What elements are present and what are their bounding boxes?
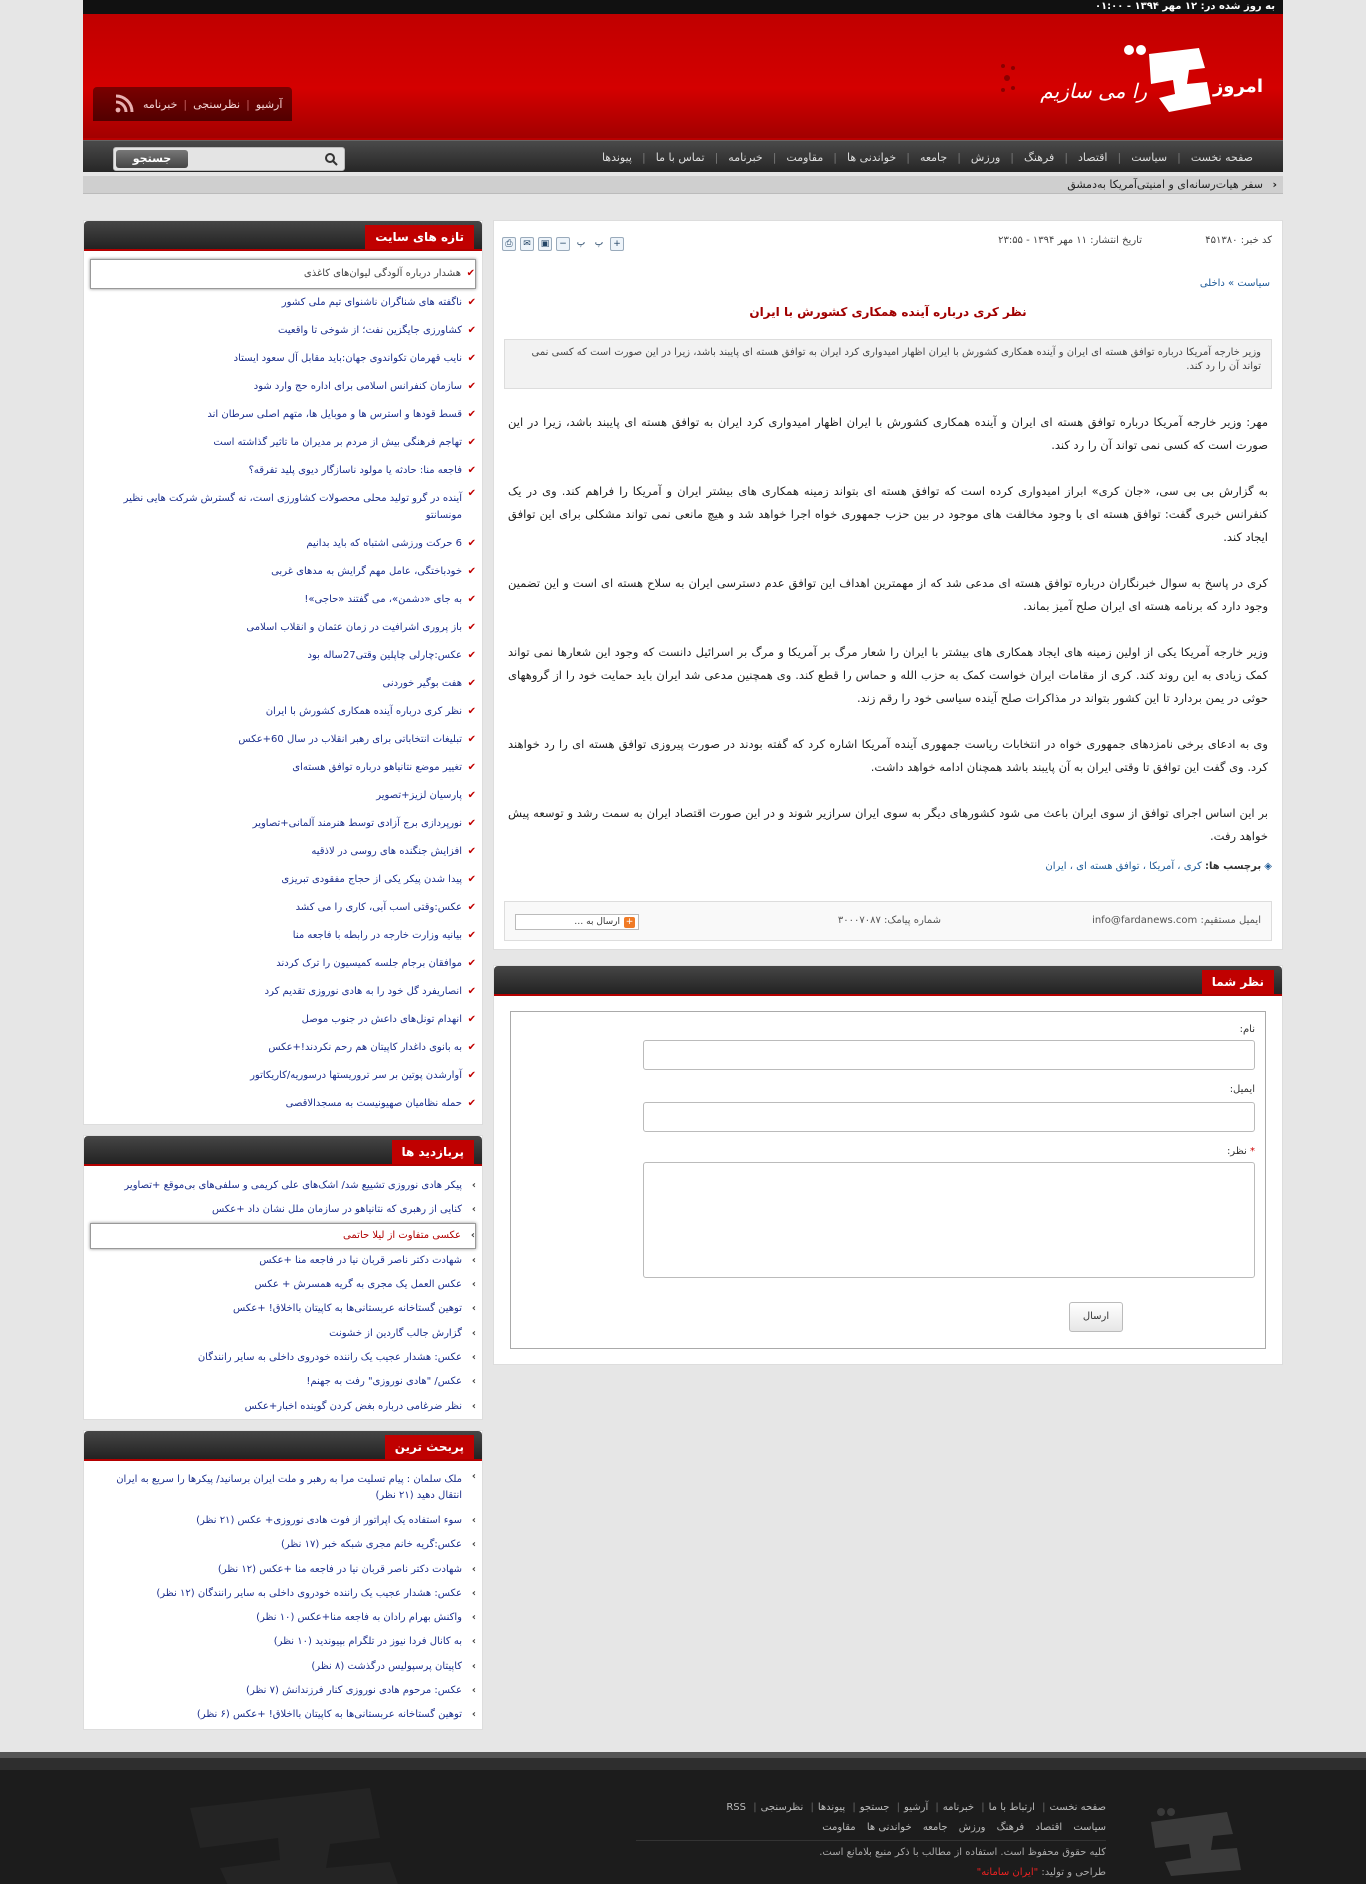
designer-credit: طراحی و تولید: "ایران سامانه"	[976, 1867, 1106, 1878]
list-item[interactable]: ✔ حمله نظامیان صهیونیست به مسجدالاقصی	[285, 1098, 476, 1109]
footer-link[interactable]: RSS	[726, 1802, 747, 1813]
list-item[interactable]: › عکس:گریه خانم مجری شبکه خبر (۱۷ نظر)	[281, 1539, 476, 1551]
panel-header	[494, 966, 1282, 996]
list-item[interactable]: › پیکر هادی نوروزی تشییع شد/ اشک‌های علی کریمی و سلفی‌های بی‌موقع +تصاویر	[124, 1180, 476, 1191]
comment-label: * نظر:	[1226, 1146, 1255, 1157]
list-item[interactable]: ✔ نورپردازی برج آزادی توسط هنرمند آلمانی+تصاویر	[252, 818, 476, 829]
comment-form	[510, 1011, 1266, 1349]
list-item[interactable]: ✔ خودباختگی، عامل مهم گرایش به مدهای غربی	[271, 566, 476, 577]
print-icon[interactable]: ⎙	[502, 237, 516, 251]
panel-header	[84, 1431, 482, 1461]
list-item[interactable]: ✔ به جای «دشمن»، می گفتند «حاجی»!	[304, 594, 476, 605]
nav-economy[interactable]: اقتصاد	[1078, 150, 1108, 164]
footer-link[interactable]: صفحه نخست	[1049, 1802, 1106, 1813]
footer-links	[636, 1798, 1106, 1838]
email-link[interactable]: info@fardanews.com	[1092, 915, 1198, 926]
nav-sports[interactable]: ورزش	[970, 150, 1001, 164]
copyright-text: کلیه حقوق محفوظ است. استفاده از مطالب با ذکر منبع بلامانع است.	[819, 1847, 1106, 1858]
list-item[interactable]: › عکس العمل یک مجری به گریه همسرش + عکس	[254, 1279, 476, 1291]
list-item[interactable]: ✔ پارسیان لزیز+تصویر	[376, 790, 476, 801]
list-item[interactable]: › توهین گستاخانه عربستانی‌ها به کاپیتان بااخلاق! +عکس (۶ نظر)	[196, 1709, 476, 1721]
list-item[interactable]: › عکسی متفاوت از لیلا حاتمی	[90, 1223, 476, 1249]
list-item[interactable]: ✔ تهاجم فرهنگی بیش از مردم بر مدیران ما تاثیر گذاشته است	[213, 437, 476, 448]
list-item[interactable]: › سوء استفاده یک اپراتور از فوت هادی نوروزی+ عکس (۲۱ نظر)	[196, 1515, 476, 1526]
direct-email: ایمیل مستقیم: info@fardanews.com	[1092, 915, 1261, 926]
article-paragraph: وزیر خارجه آمریکا یکی از اولین زمینه های ایجاد همکاری های بیشتر با ایران را شعار مرگ بر آمریکا و مرگ بر اسرائیل دانست که وجود این شعارها نمی تواند کمک زیادی به این روند کند. کری از مقامات ایران خواست کمک به حزب الله و حماس را قطع کند. وی همچنین مدعی شد ایران باید حمایت خود را از گروههای حوثی در یمن بردارد تا این کشور بتواند در مذاکرات صلح آینده سیاسی خود را رقم زند.	[508, 645, 1268, 705]
designer-link[interactable]: "ایران سامانه"	[976, 1867, 1039, 1878]
site-footer	[0, 1752, 1366, 1884]
list-item[interactable]: ✔ ناگفته های شناگران ناشنوای تیم ملی کشور	[281, 297, 476, 308]
footer-logo[interactable]	[1141, 1798, 1261, 1878]
nav-newsletter[interactable]: خبرنامه	[728, 150, 763, 164]
most-discussed-list	[90, 1469, 476, 1728]
footer-link[interactable]: سیاست	[1073, 1822, 1106, 1833]
logo-tagline: را می سازیم	[1040, 79, 1147, 103]
toplink-archive[interactable]: آرشیو	[255, 97, 283, 111]
font-decrease-icon[interactable]: −	[556, 237, 570, 251]
toplink-poll[interactable]: نظرسنجی	[193, 97, 241, 111]
list-item[interactable]: ✔ پیدا شدن پیکر یکی از حجاج مفقودی تبریزی	[281, 874, 476, 885]
article-body	[508, 411, 1268, 871]
page-wrapper	[83, 0, 1283, 1740]
article-lead: وزیر خارجه آمریکا درباره توافق هسته ای ایران و آینده همکاری کشورش با ایران اظهار امیدواری کرد ایران به توافق هسته ای پایبند باشد، زیرا در این صورت است که کسی نمی تواند آن را رد کند.	[504, 339, 1272, 389]
list-item[interactable]: ✔ عکس:وقتی اسب آبی، کاری را می کشد	[295, 902, 476, 913]
toplink-newsletter[interactable]: خبرنامه	[143, 97, 178, 111]
site-header	[83, 14, 1283, 140]
list-item[interactable]: › گزارش جالب گاردین از خشونت	[329, 1327, 476, 1339]
news-ticker	[83, 176, 1283, 194]
comment-textarea[interactable]	[643, 1162, 1255, 1278]
breadcrumb[interactable]: سیاست » داخلی	[1199, 278, 1270, 289]
name-field[interactable]	[643, 1040, 1255, 1070]
font-size-icon[interactable]: پ	[576, 238, 586, 248]
list-item[interactable]: › عکس/ "هادی نوروزی" رفت به جهنم!	[306, 1376, 476, 1388]
list-item[interactable]: ✔ 6 حرکت ورزشی اشتباه که باید بدانیم	[306, 538, 476, 549]
footer-copyright	[636, 1840, 1106, 1883]
footer-link[interactable]: فرهنگ	[996, 1822, 1025, 1833]
nav-resistance[interactable]: مقاومت	[786, 150, 824, 164]
ticker-item[interactable]: سفر هیات‌رسانه‌ای و امنیتی‌آمریکا به‌دمشق	[1067, 178, 1263, 191]
footer-link[interactable]: جامعه	[922, 1822, 948, 1833]
article-paragraph: به گزارش بی بی سی، «جان کری» ابراز امیدواری کرده است که توافق هسته ای بتواند زمینه همکاری های بیشتر ایران و آمریکا را فراهم کند. وی در یک کنفرانس خبری گفت: توافق هسته ای با وجود مخالفت های موجود در بین حزب جمهوری خواه اجرا خواهد شد و هیچ مانعی نمی تواند مشکلی برای این توافق ایجاد کند.	[508, 484, 1268, 544]
panel-header	[84, 1136, 482, 1166]
article-paragraph: وی به ادعای برخی نامزدهای جمهوری خواه در انتخابات ریاست جمهوری آینده آمریکا اشاره کرد که گفته بودند در صورت پیروزی توافق هسته ای را رد خواهند کرد. وی گفت این توافق تا وقتی ایران به آن پایبند باشد همچنان ادامه خواهد داشت.	[508, 737, 1268, 774]
footer-link[interactable]: ورزش	[958, 1822, 986, 1833]
nav-contact[interactable]: تماس با ما	[655, 150, 705, 164]
most-discussed-panel	[83, 1430, 483, 1730]
list-item[interactable]: ✔ به بانوی داغدار کاپیتان هم رحم نکردند!+عکس	[268, 1042, 476, 1053]
list-item[interactable]: › به کانال فردا نیوز در تلگرام بپیوندید (۱۰ نظر)	[273, 1636, 476, 1648]
site-logo[interactable]	[999, 28, 1269, 128]
article-tags: ◈ برچسب ها: کری ، آمریکا ، توافق هسته ای ، ایران	[1045, 861, 1272, 872]
tag-icon: ◈	[1264, 861, 1272, 872]
list-item[interactable]: › عکس: مرحوم هادی نوروزی کنار فرزندانش (۷ نظر)	[246, 1685, 476, 1697]
email-label: ایمیل:	[1229, 1084, 1255, 1095]
list-item[interactable]: › ملک سلمان : پیام تسلیت مرا به رهبر و ملت ایران برسانید/ پیکرها را سریع به ایران انتقال دهید (۲۱ نظر)	[116, 1471, 476, 1501]
panel-header	[84, 221, 482, 251]
list-item[interactable]: › کنایی از رهبری که نتانیاهو در سازمان ملل نشان داد +عکس	[212, 1204, 476, 1216]
footer-link[interactable]: خواندنی ها	[866, 1822, 912, 1833]
nav-links[interactable]: پیوندها	[601, 150, 632, 164]
chevron-left-icon[interactable]: ‹	[1272, 178, 1277, 191]
most-viewed-panel	[83, 1135, 483, 1420]
font-size-small-icon[interactable]: پ	[594, 238, 604, 248]
list-item[interactable]: › نظر ضرغامی درباره بغض کردن گوینده اخبار+عکس	[244, 1400, 476, 1412]
footer-link[interactable]: مقاومت	[822, 1822, 856, 1833]
latest-title: تازه های سایت	[365, 225, 474, 249]
list-item[interactable]: ✔ بیانیه وزارت خارجه در رابطه با فاجعه منا	[292, 930, 476, 941]
article-paragraph: کری در پاسخ به سوال خبرنگاران درباره توافق هسته ای مدعی شد که از مهمترین اهداف این توافق عدم دسترسی ایران به سلاح هسته ای است و این تضمین وجود دارد که برنامه هسته ای ایران صلح آمیز بماند.	[508, 576, 1268, 613]
list-item[interactable]: › توهین گستاخانه عربستانی‌ها به کاپیتان بااخلاق! +عکس	[232, 1303, 476, 1315]
list-item[interactable]: ✔ کشاورزی جایگزین نفت؛ از شوخی تا واقعیت	[278, 325, 476, 336]
search-icon[interactable]	[324, 152, 338, 166]
save-icon[interactable]: ▣	[538, 237, 552, 251]
list-item[interactable]: ✔ عکس:چارلی چاپلین وقتی27ساله بود	[307, 650, 476, 661]
popular-title: پربازدید ها	[392, 1140, 475, 1164]
list-item[interactable]: › واکنش بهرام رادان به فاجعه منا+عکس (۱۰ نظر)	[256, 1612, 476, 1624]
list-item[interactable]: ✔ هفت بوگیر خوردنی	[382, 678, 476, 689]
comment-panel	[493, 965, 1283, 1365]
nav-culture[interactable]: فرهنگ	[1024, 150, 1055, 164]
most-viewed-list	[90, 1174, 476, 1419]
logo-small-text: امروز	[1212, 76, 1263, 97]
logo-ornament	[1001, 64, 1015, 92]
comment-title: نظر شما	[1202, 970, 1274, 994]
footer-link[interactable]: اقتصاد	[1035, 1822, 1063, 1833]
list-item[interactable]: › عکس: هشدار عجیب یک راننده خودروی داخلی به سایر رانندگان	[197, 1352, 476, 1364]
footer-link[interactable]: پیوندها	[817, 1802, 846, 1813]
footer-links-row-2	[636, 1818, 1106, 1838]
list-item[interactable]: ✔ انصاریفرد گل خود را به هادی نوروزی تقدیم کرد	[264, 986, 476, 997]
list-item[interactable]: ✔ تبلیغات انتخاباتی برای رهبر انقلاب در سال 60+عکس	[238, 734, 476, 745]
footer-link[interactable]: آرشیو	[904, 1802, 929, 1813]
footer-watermark-logo	[170, 1778, 430, 1884]
list-item[interactable]: › شهادت دکتر ناصر قربان نیا در فاجعه منا +عکس	[259, 1254, 476, 1266]
footer-link[interactable]: ارتباط با ما	[988, 1802, 1035, 1813]
search-button[interactable]: جستجو	[116, 150, 188, 168]
list-item[interactable]: ✔ موافقان برجام جلسه کمیسیون را ترک کردند	[276, 958, 476, 969]
list-item[interactable]: ✔ آوارشدن پوتین بر سر تروریستها درسوریه/کاریکاتور	[250, 1070, 476, 1081]
email-field[interactable]	[643, 1102, 1255, 1132]
footer-link[interactable]: جستجو	[859, 1802, 890, 1813]
footer-link[interactable]: خبرنامه	[942, 1802, 975, 1813]
latest-news-panel	[83, 220, 483, 1125]
article-title: نظر کری درباره آینده همکاری کشورش با ایران	[749, 305, 1027, 319]
list-item[interactable]: › عکس: هشدار عجیب یک راننده خودروی داخلی به سایر رانندگان (۱۲ نظر)	[156, 1587, 476, 1599]
nav-society[interactable]: جامعه	[919, 150, 948, 164]
tag-links[interactable]: کری ، آمریکا ، توافق هسته ای ، ایران	[1045, 861, 1202, 872]
footer-top-bar	[0, 1758, 1366, 1770]
latest-news-list	[90, 259, 476, 1118]
list-item[interactable]: ✔ قسط قودها و استرس ها و موبایل ها، متهم اصلی سرطان اند	[207, 409, 476, 420]
article-paragraph: مهر: وزیر خارجه آمریکا درباره توافق هسته ای ایران و آینده همکاری کشورش با ایران اظهار امیدواری کرد ایران به توافق هسته ای پایبند باشد، زیرا در این صورت است که کسی نمی تواند آن را رد کند.	[508, 415, 1268, 452]
logo-brand: فردا	[1009, 48, 1011, 49]
nav-readings[interactable]: خواندنی ها	[846, 150, 897, 164]
submit-button[interactable]: ارسال	[1069, 1302, 1123, 1332]
list-item[interactable]: ✔ فاجعه منا: حادثه یا مولود ناسازگار دیوی پلید تفرقه؟	[248, 465, 476, 476]
font-increase-icon[interactable]: +	[610, 237, 624, 251]
plus-icon: +	[625, 917, 634, 927]
list-item[interactable]: ✔ هشدار درباره آلودگی لیوان‌های کاغذی	[90, 259, 476, 289]
list-item[interactable]: ✔ افزایش جنگنده های روسی در لاذقیه	[311, 846, 476, 857]
rss-icon[interactable]	[111, 91, 137, 117]
list-item[interactable]: ✔ باز پروری اشرافیت در زمان عثمان و انقلاب اسلامی	[246, 622, 476, 633]
article-paragraph: بر این اساس اجرای توافق از سوی ایران باعث می شود کشورهای دیگر به سوی ایران سرازیر شوند و در این صورت اقتصاد ایران به سمت رشد و توسعه پیش خواهد رفت.	[508, 806, 1268, 843]
update-bar	[83, 0, 1283, 14]
list-item[interactable]: ✔ تغییر موضع نتانیاهو درباره توافق هسته‌ای	[292, 762, 476, 773]
nav-home[interactable]: صفحه نخست	[1190, 150, 1253, 164]
list-item[interactable]: › کاپیتان پرسپولیس درگذشت (۸ نظر)	[311, 1660, 476, 1672]
main-navigation: صفحه نخست | سیاست | اقتصاد | فرهنگ | ورزش | جامعه | خواندنی ها | مقاومت | خبرنامه | تماس با ما | پیوندها جستجو	[83, 140, 1283, 172]
footer-link[interactable]: نظرسنجی	[760, 1802, 804, 1813]
nav-politics[interactable]: سیاست	[1131, 150, 1168, 164]
share-button[interactable]: + ارسال به …	[515, 914, 639, 930]
list-item[interactable]: ✔ نظر کری درباره آینده همکاری کشورش با ایران	[265, 706, 476, 717]
sms-number: شماره پیامک: ۳۰۰۰۷۰۸۷	[837, 915, 941, 926]
header-secondary-links: آرشیو | نظرسنجی | خبرنامه	[93, 87, 292, 121]
search-box	[113, 147, 345, 171]
article-info-bar	[504, 901, 1272, 941]
footer-links-row-1: صفحه نخست| ارتباط با ما| خبرنامه| آرشیو| جستجو| پیوندها| نظرسنجی| RSS	[726, 1802, 1106, 1813]
discussed-title: پربحث ترین	[385, 1435, 474, 1459]
publish-date: تاریخ انتشار: ۱۱ مهر ۱۳۹۴ - ۲۳:۵۵	[998, 235, 1142, 246]
name-label: نام:	[1239, 1024, 1255, 1035]
email-icon[interactable]: ✉	[520, 237, 534, 251]
list-item[interactable]: ✔ آینده در گرو تولید محلی محصولات کشاورزی است، نه گسترش شرکت هایی نظیر مونسانتو	[123, 488, 476, 521]
list-item[interactable]: ✔ انهدام تونل‌های داعش در جنوب موصل	[301, 1014, 476, 1025]
list-item[interactable]: › شهادت دکتر ناصر قربان نیا در فاجعه منا +عکس (۱۲ نظر)	[217, 1563, 476, 1575]
article-tools	[502, 237, 624, 251]
update-time: به روز شده در: ۱۲ مهر ۱۳۹۴ - ۰۱:۰۰	[1094, 1, 1275, 12]
news-code: کد خبر: ۴۵۱۳۸۰	[1205, 235, 1272, 246]
list-item[interactable]: ✔ سازمان کنفرانس اسلامی برای اداره حج وارد شود	[253, 381, 476, 392]
logo-mark	[1149, 48, 1211, 112]
list-item[interactable]: ✔ نایب قهرمان تکواندوی جهان:باید مقابل آل سعود ایستاد	[233, 353, 476, 364]
article-panel	[493, 220, 1283, 950]
